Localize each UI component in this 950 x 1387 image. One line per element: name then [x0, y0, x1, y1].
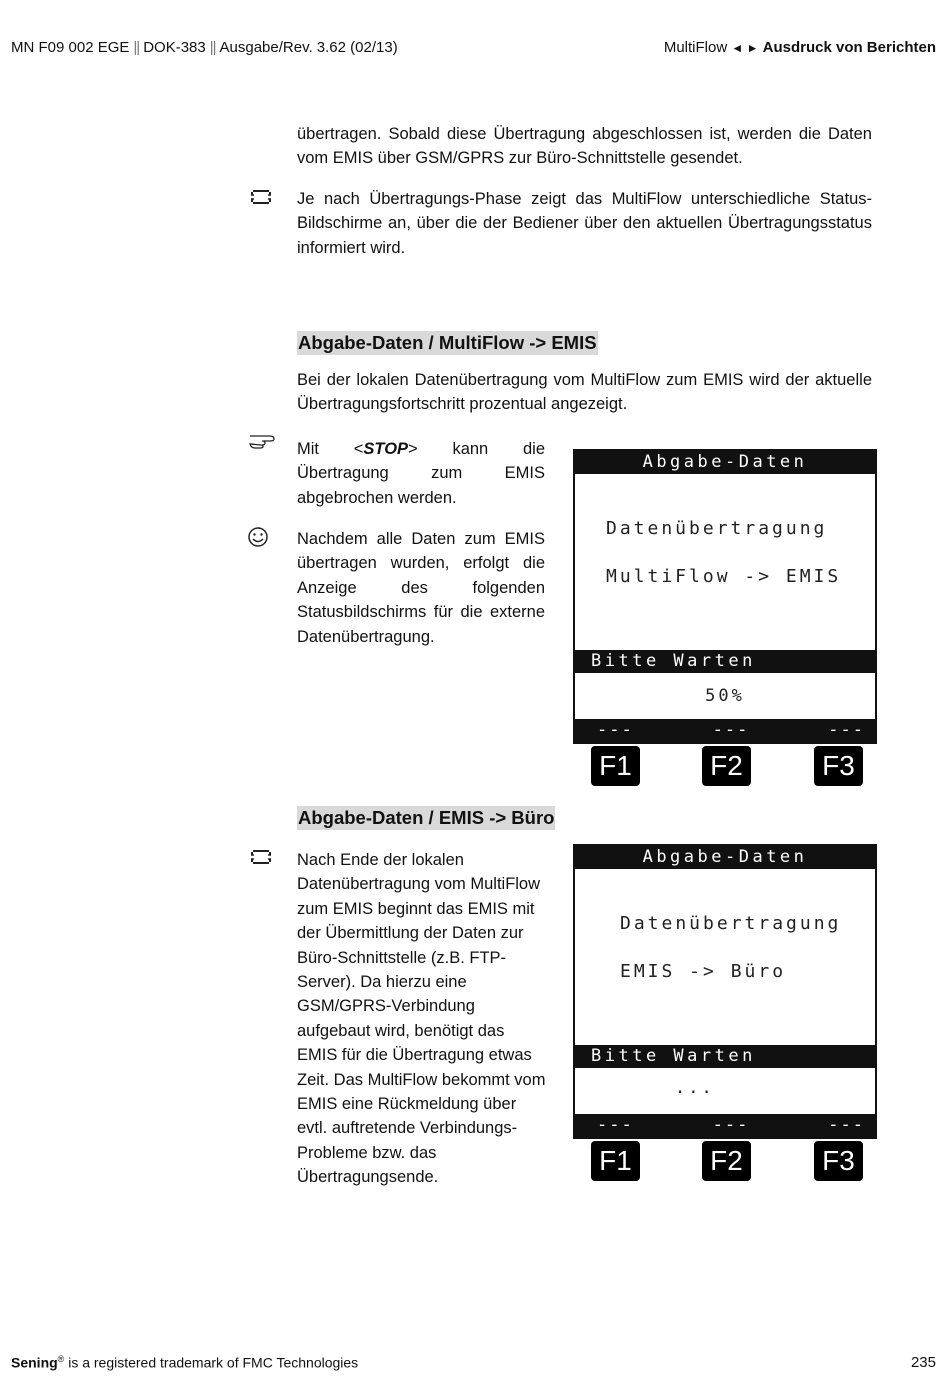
screen2-status: Bitte Warten	[575, 1045, 875, 1068]
f1-key[interactable]: F1	[591, 1141, 640, 1181]
device-screen-1	[573, 449, 877, 744]
screen2-softkeys	[575, 1114, 875, 1137]
footer-trademark	[11, 1354, 358, 1371]
frame-icon	[250, 189, 272, 210]
softkey-label-2: ---	[712, 720, 750, 740]
stop-key-label: STOP	[363, 440, 409, 458]
nav-arrows-icon: ◄ ►	[731, 41, 759, 55]
trademark-text: is a registered trademark of FMC Technologies	[64, 1354, 359, 1371]
softkey-label-1: ---	[597, 1115, 634, 1135]
softkey-label-3: ---	[828, 720, 865, 740]
revision: Ausgabe/Rev. 3.62 (02/13)	[219, 39, 398, 56]
screen2-line1: Datenübertragung	[620, 913, 842, 934]
header-left: MN F09 002 EGE || DOK-383 || Ausgabe/Rev. 3.62 (02/13)	[11, 39, 398, 56]
section1-paragraph-1: Bei der lokalen Datenübertragung vom MultiFlow zum EMIS wird der aktuelle Übertragungsfortschritt prozentual angezeigt.	[297, 371, 872, 414]
screen1-progress-value: 50%	[705, 686, 745, 706]
smiley-icon	[247, 526, 269, 553]
f3-key[interactable]: F3	[814, 1141, 863, 1181]
pointing-hand-icon	[248, 430, 278, 455]
screen1-status: Bitte Warten	[575, 650, 875, 673]
softkey-label-1: ---	[597, 720, 634, 740]
section-title: Ausdruck von Berichten	[762, 39, 936, 56]
f2-key[interactable]: F2	[702, 1141, 751, 1181]
section2-heading: Abgabe-Daten / EMIS -> Büro	[298, 807, 555, 828]
doc-id: MN F09 002 EGE	[11, 39, 130, 56]
screen2-progress-value: ...	[675, 1078, 715, 1098]
f2-key[interactable]: F2	[702, 746, 751, 786]
stop-paragraph: Mit <STOP> kann die Übertragung zum EMIS abgebrochen werden.	[297, 440, 546, 507]
screen1-softkeys	[575, 719, 875, 742]
device-screen-2	[573, 844, 877, 1139]
screen1-line2: MultiFlow -> EMIS	[606, 566, 842, 587]
brand-name: Sening	[11, 1354, 58, 1371]
section2-paragraph: Nach Ende der lokalen Datenübertragung vom MultiFlow zum EMIS beginnt das EMIS mit der Übermittlung der Daten zur Büro-Schnittstelle (z.B. FTP-Server). Da hierzu eine GSM/GPRS-Verbindung aufgebaut wird, benötigt das EMIS für die Übertragung etwas Zeit. Das MultiFlow bekommt vom EMIS eine Rückmeldung über evtl. auftretende Verbindungs-Probleme bzw. das Übertragungsende.	[297, 851, 546, 1187]
dok-number: DOK-383	[143, 39, 206, 56]
page-number: 235	[910, 1354, 936, 1371]
intro-paragraph-1: übertragen. Sobald diese Übertragung abgeschlossen ist, werden die Daten vom EMIS über GSM/GPRS zur Büro-Schnittstelle gesendet.	[297, 125, 872, 168]
product-name: MultiFlow	[663, 39, 728, 56]
screen2-body	[575, 869, 875, 1045]
registered-mark: ®	[57, 1354, 65, 1364]
screen1-body	[575, 474, 875, 650]
softkey-label-2: ---	[712, 1115, 750, 1135]
section1-paragraph-3: Nachdem alle Daten zum EMIS übertragen wurden, erfolgt die Anzeige des folgenden Statusbildschirms für die externe Datenübertragung.	[297, 530, 545, 646]
screen2-line2: EMIS -> Büro	[620, 961, 787, 982]
frame-icon	[250, 849, 272, 870]
softkey-label-3: ---	[828, 1115, 865, 1135]
screen1-title: Abgabe-Daten	[575, 451, 875, 474]
header-right	[664, 39, 936, 56]
intro-paragraph-2: Je nach Übertragungs-Phase zeigt das MultiFlow unterschiedliche Status-Bildschirme an, über die der Bediener über den aktuellen Übertragungsstatus informiert wird.	[297, 190, 872, 257]
f1-key[interactable]: F1	[591, 746, 640, 786]
screen1-line1: Datenübertragung	[606, 518, 828, 539]
section1-heading: Abgabe-Daten / MultiFlow -> EMIS	[298, 332, 597, 353]
screen2-title: Abgabe-Daten	[575, 846, 875, 869]
f3-key[interactable]: F3	[814, 746, 863, 786]
